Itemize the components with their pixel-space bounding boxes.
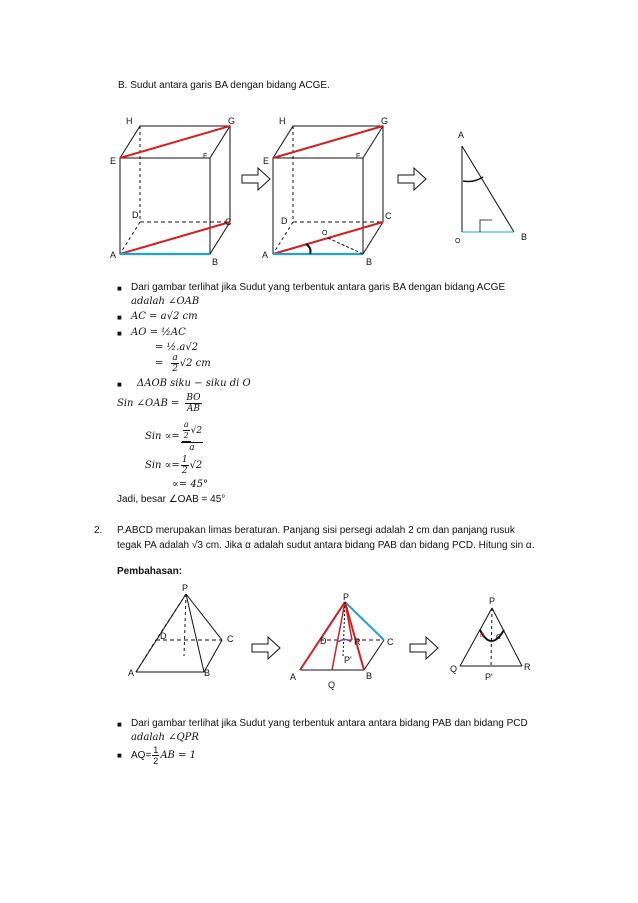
pyramid-figures	[100, 582, 550, 697]
label-a-pyr2: A	[290, 672, 297, 682]
explanation-p2-b1: Dari gambar terlihat jika Sudut yang terbentuk antara antara bidang PAB dan bidang PCD	[131, 718, 528, 729]
label-o3: O	[455, 238, 461, 245]
label-b3: B	[521, 232, 528, 242]
label-g1: G	[228, 116, 236, 126]
label-e2: E	[263, 156, 270, 166]
eq-ao-line3: = $\frac{a}{2}$ √2 cm	[155, 353, 211, 374]
label-o2: O	[322, 230, 328, 237]
label-r-tri: R	[524, 662, 531, 672]
arrow-right-icon	[398, 168, 426, 190]
label-p-pyr1: P	[182, 583, 189, 593]
eq-ac: AC = a√2 cm	[131, 311, 198, 322]
label-c-pyr1: C	[227, 634, 234, 644]
label-p2-pyr2: P'	[344, 655, 352, 665]
label-g2: G	[381, 116, 389, 126]
eq-aq: AQ= $\frac{1}{2}$ AB = 1	[131, 745, 196, 766]
bullet-icon: ■	[117, 313, 122, 322]
explanation-p2-b1-cont: adalah ∠QPR	[131, 732, 199, 743]
triangle-qpr	[450, 596, 531, 682]
label-q-pyr2: Q	[328, 680, 336, 690]
label-b-pyr1: B	[204, 668, 211, 678]
label-c2: C	[385, 211, 392, 221]
label-a-pyr1: A	[128, 668, 135, 678]
label-d1: D	[132, 210, 139, 220]
label-b2: B	[366, 257, 373, 267]
label-alpha-small: α	[480, 632, 484, 639]
label-p-tri: P	[489, 596, 496, 606]
problem-number: 2.	[94, 525, 103, 536]
section-heading: B. Sudut antara garis BA dengan bidang ACGE.	[118, 80, 330, 91]
eq-sin-2: Sin ∝= $\frac{a}{2}$ √2 a	[145, 420, 203, 453]
label-b-pyr2: B	[366, 671, 373, 681]
label-h1: H	[126, 116, 133, 126]
label-f1: F	[203, 153, 208, 160]
arrow-right-icon	[410, 637, 438, 659]
label-h2: H	[279, 116, 286, 126]
label-d-pyr2: D	[320, 636, 327, 646]
label-p2-tri: P'	[485, 672, 493, 682]
label-c1: C	[225, 217, 232, 227]
problem-text-line2: tegak PA adalah √3 cm. Jika α adalah sudut antara bidang PAB dan bidang PCD. Hitung sin α.	[117, 540, 535, 551]
label-p-pyr2: P	[343, 592, 350, 602]
bullet-icon: ■	[117, 720, 122, 729]
arrow-right-icon	[252, 637, 280, 659]
label-e1: E	[110, 156, 117, 166]
bullet-icon: ■	[117, 380, 122, 389]
pyramid-2	[290, 592, 394, 690]
eq-sin-3: Sin ∝= $\frac{1}{2}$ √2	[145, 455, 203, 476]
explanation-b1-cont: adalah ∠OAB	[131, 296, 200, 307]
cube-1	[110, 116, 235, 267]
label-f2: F	[356, 153, 361, 160]
eq-sin-oab: Sin ∠OAB = $\frac{BO}{AB}$	[117, 393, 201, 414]
conclusion: Jadi, besar ∠OAB = 45°	[117, 494, 226, 505]
pembahasan-heading: Pembahasan:	[117, 566, 183, 577]
label-a1: A	[110, 250, 117, 260]
eq-result: ∝= 45°	[172, 479, 209, 490]
label-d-pyr1: D	[160, 631, 167, 641]
label-alpha: α	[496, 631, 502, 641]
triangle-statement: ΔAOB siku − siku di O	[137, 378, 251, 389]
label-a2: A	[262, 250, 269, 260]
pyramid-1	[128, 583, 234, 678]
bullet-icon: ■	[117, 751, 122, 760]
label-d2: D	[281, 216, 288, 226]
cube-2	[262, 116, 392, 267]
label-q-tri: Q	[450, 664, 458, 674]
explanation-b1: Dari gambar terlihat jika Sudut yang terbentuk antara garis BA dengan bidang ACGE	[131, 282, 506, 293]
label-b1: B	[212, 257, 219, 267]
label-r-pyr2: R	[354, 637, 361, 647]
eq-ao: AO = ½AC	[131, 327, 186, 338]
right-triangle-aob	[455, 130, 527, 245]
bullet-icon: ■	[117, 329, 122, 338]
label-a3: A	[458, 130, 465, 140]
cube-figures	[100, 108, 540, 268]
eq-ao-line2: = ½.a√2	[155, 342, 199, 353]
arrow-right-icon	[242, 168, 270, 190]
problem-text-line1: P.ABCD merupakan limas beraturan. Panjang sisi persegi adalah 2 cm dan panjang rusuk	[117, 525, 515, 536]
label-c-pyr2: C	[387, 637, 394, 647]
bullet-icon: ■	[117, 284, 122, 293]
